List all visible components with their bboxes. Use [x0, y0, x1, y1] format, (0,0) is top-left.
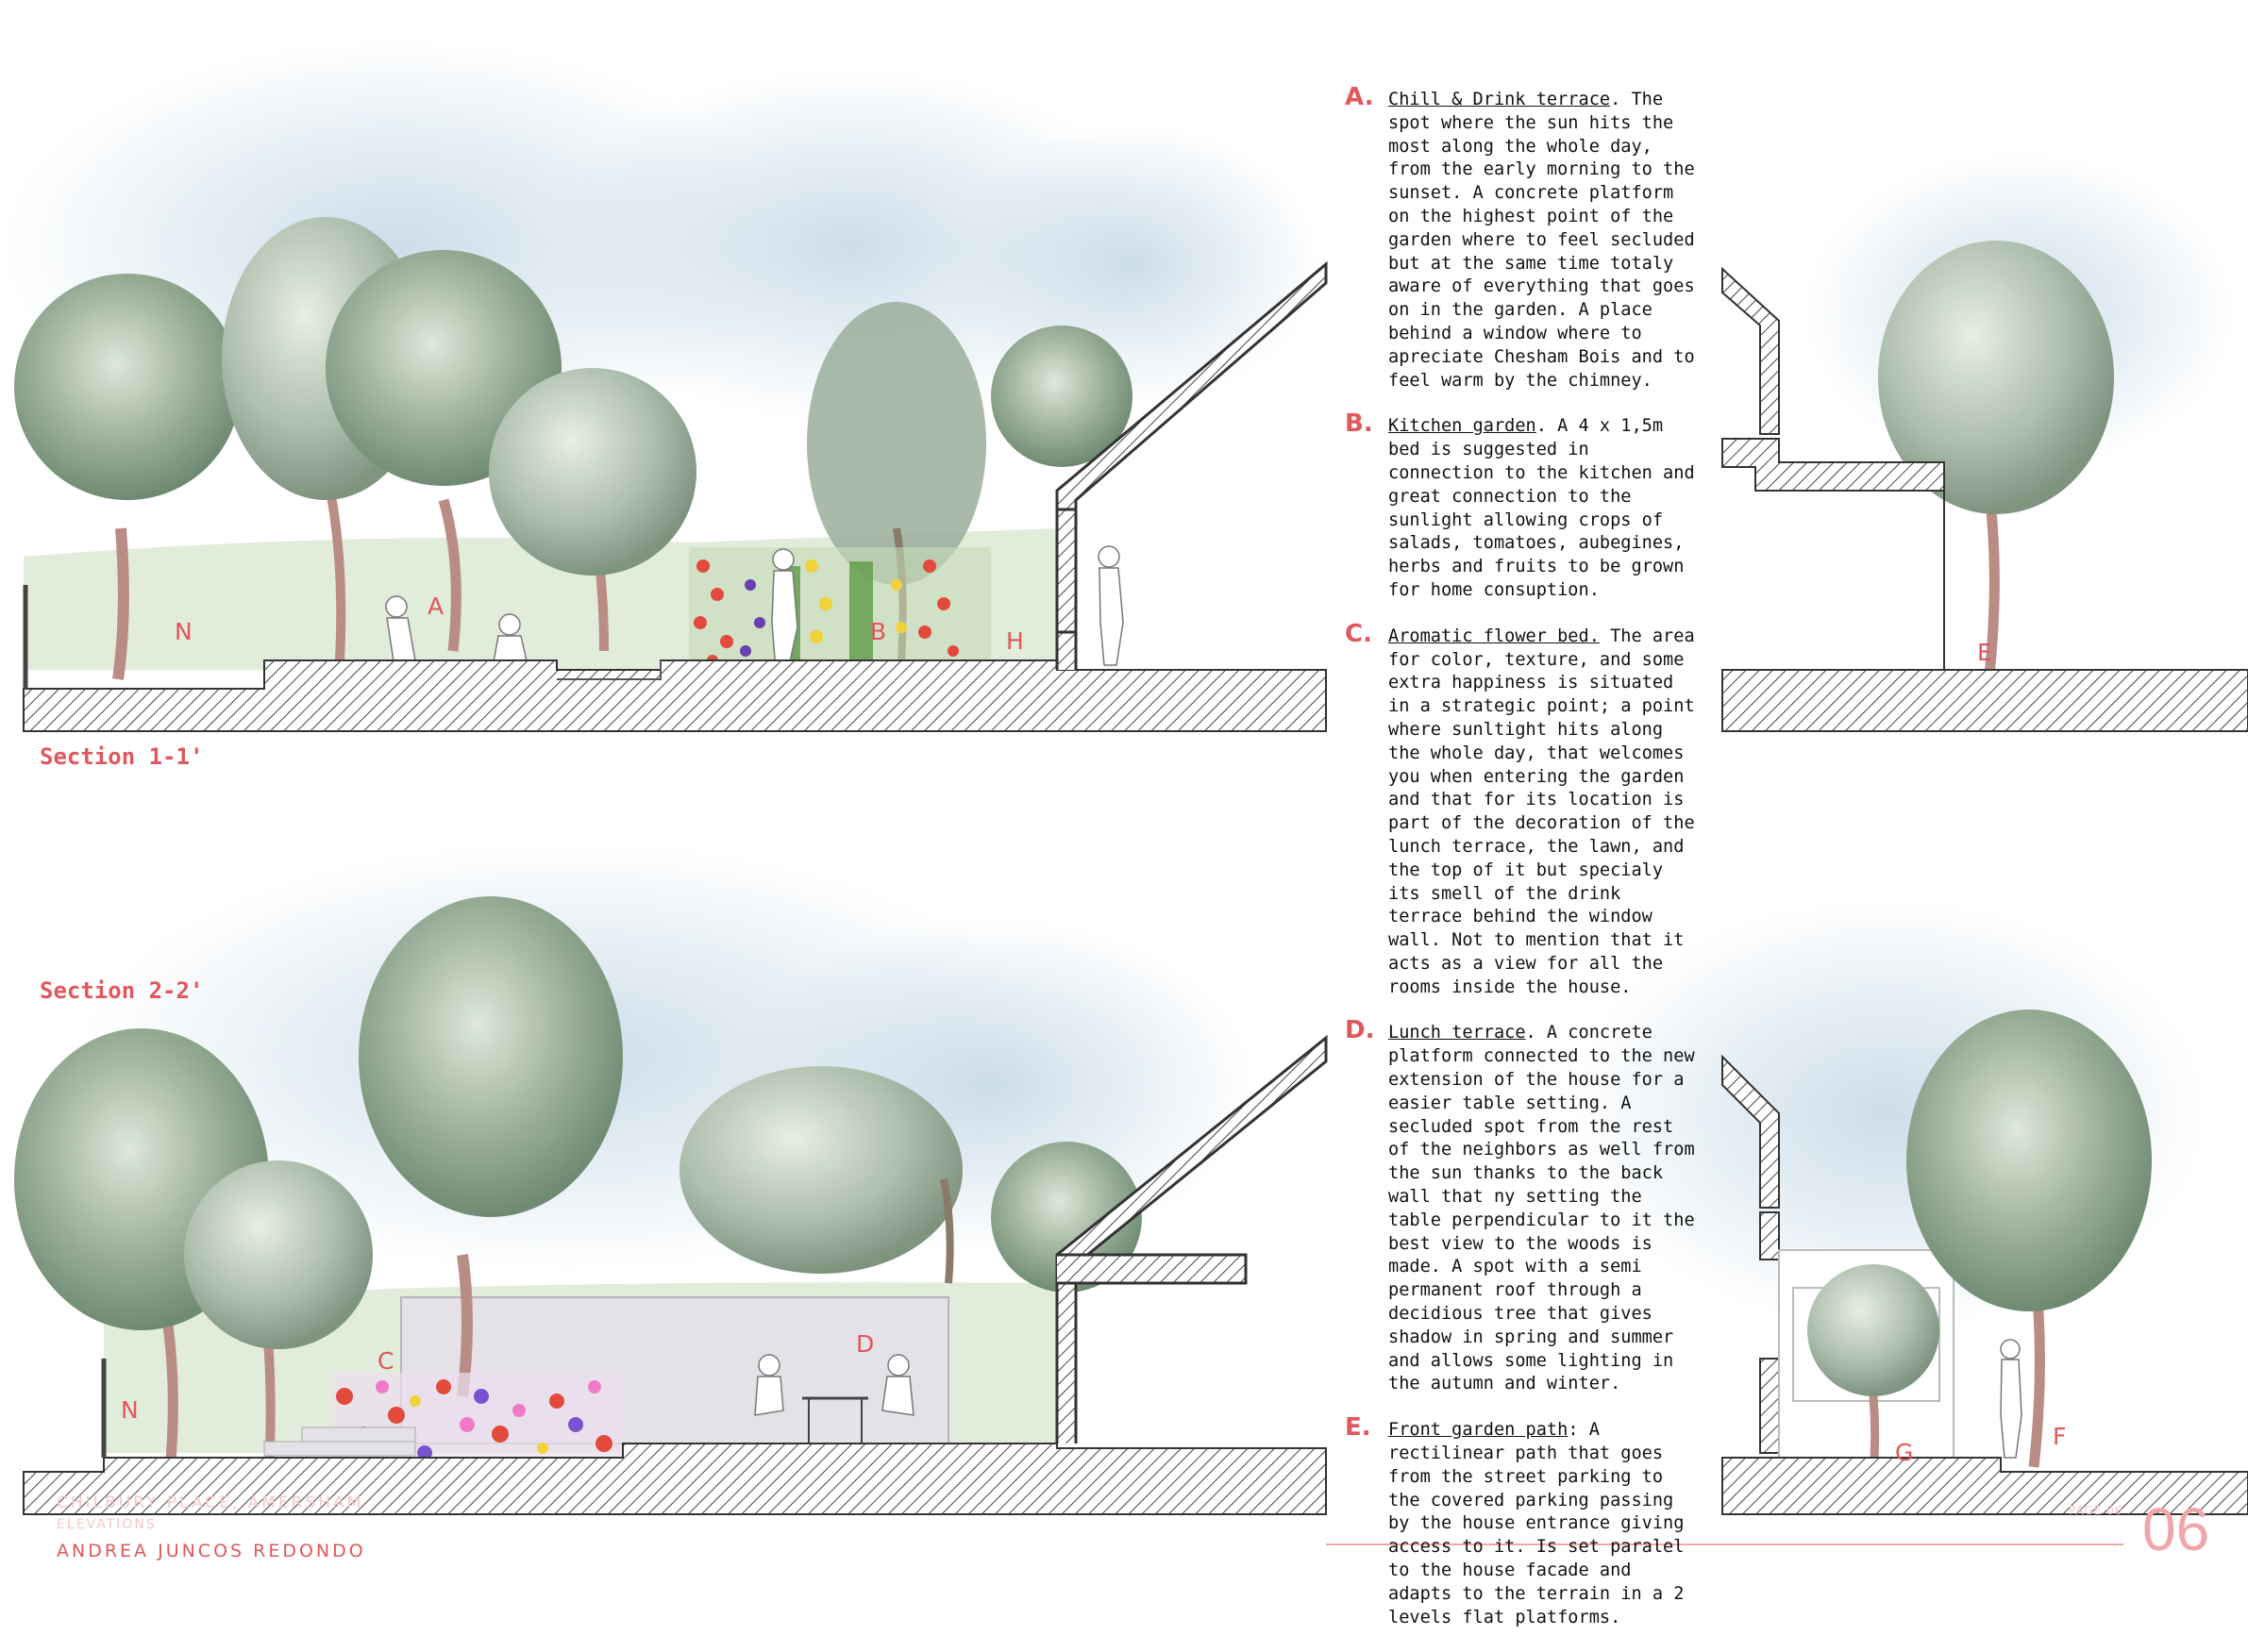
legend-text: . A 4 x 1,5m bed is suggested in connection to the kitchen and great connection to the sunlight allowing crops of salads, tomatoes, aubegines, herbs and fruits to be grown for home consuption.	[1388, 416, 1695, 600]
marker-s1-E: E	[1977, 639, 1992, 666]
page-label: PAGE 06	[2069, 1504, 2123, 1517]
marker-s1-B: B	[870, 618, 887, 645]
page-number: 06	[2142, 1495, 2210, 1563]
marker-s2-G: G	[1895, 1439, 1914, 1466]
section-1-drawing	[0, 38, 2248, 731]
footer-author: ANDREA JUNCOS REDONDO	[57, 1541, 366, 1561]
legend-text: The area for color, texture, and some extra happiness is situated in a strategic point; a point where sunltight hits along the whole day, that welcomes you when entering the garden and that for its location is part of the decoration of the lunch terrace, the lawn, and the top of it but specialy its smell of the drink terrace behind the window wall. Not to mention that it acts as a view for all the rooms inside the house.	[1388, 626, 1695, 997]
footer-project: CHILBURY PLACE, AMERSHAM	[57, 1493, 364, 1512]
footer-subtitle: ELEVATIONS	[57, 1517, 157, 1532]
legend-letter: C.	[1345, 619, 1372, 648]
legend-letter: D.	[1345, 1016, 1375, 1045]
legend-title: Aromatic flower bed.	[1388, 626, 1600, 646]
legend-item-e	[1345, 1413, 1703, 1629]
legend-title: Kitchen garden	[1388, 416, 1536, 437]
s1-kitchen-garden	[689, 547, 991, 670]
legend-item-a	[1345, 83, 1703, 392]
marker-s2-D: D	[856, 1330, 875, 1358]
marker-s2-C: C	[377, 1347, 394, 1375]
section-2-drawing	[14, 840, 2248, 1514]
legend-letter: E.	[1345, 1413, 1371, 1443]
marker-s2-N: N	[121, 1396, 139, 1424]
legend-title: Lunch terrace	[1388, 1023, 1526, 1043]
legend-letter: B.	[1345, 409, 1373, 439]
marker-s1-A: A	[428, 592, 445, 620]
legend	[1345, 83, 1703, 1652]
legend-text: . The spot where the sun hits the most along the whole day, from the early morning to the sunset. A concrete platform on the highest point of the garden where to feel secluded but at the same time totaly aware of everything that goes on in the garden. A place behind a window where to apreciate Chesham Bois and to feel warm by the chimney.	[1388, 90, 1695, 391]
section-2-label: Section 2-2'	[40, 977, 204, 1004]
s1-ground	[24, 660, 1326, 731]
legend-title: Front garden path	[1388, 1420, 1569, 1441]
legend-letter: A.	[1345, 83, 1374, 111]
legend-title: Chill & Drink terrace	[1388, 90, 1611, 109]
legend-text: : A rectilinear path that goes from the street parking to the covered parking passing by the house entrance giving access to it. Is set paralel to the house facade and adapts to the terrain in a 2 levels flat platforms.	[1388, 1420, 1685, 1627]
legend-item-b	[1345, 409, 1703, 602]
marker-s2-F: F	[2053, 1423, 2067, 1450]
section-1-label: Section 1-1'	[40, 743, 204, 770]
legend-item-d	[1345, 1016, 1703, 1396]
legend-text: . A concrete platform connected to the new extension of the house for a easier table setting. A secluded spot from the rest of the neighbors as well from the sun thanks to the back wall that ny setting the table perpendicular to it the best view to the woods is made. A spot with a semi permanent roof through a decidious tree that gives shadow in spring and summer and allows some lighting in the autumn and winter.	[1388, 1023, 1695, 1394]
marker-s1-H: H	[1006, 627, 1024, 655]
marker-s1-N: N	[175, 618, 193, 645]
legend-item-c	[1345, 619, 1703, 1000]
